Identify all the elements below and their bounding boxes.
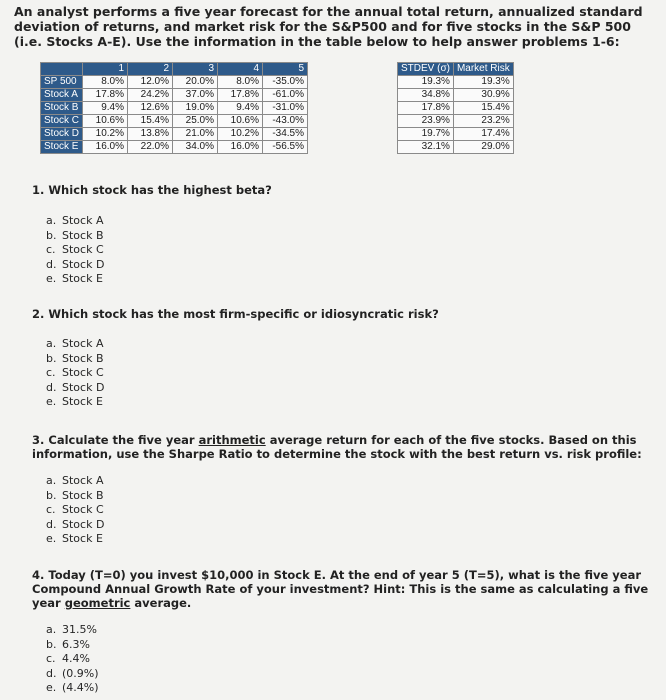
return-cell: 21.0% <box>173 128 218 141</box>
market-risk-cell: 19.3% <box>453 76 513 89</box>
year-header: 2 <box>128 63 173 76</box>
option-letter: b. <box>46 351 57 365</box>
answer-option[interactable] <box>46 366 104 381</box>
question-3-text-pre: 3. Calculate the five year <box>32 433 199 447</box>
table-row <box>41 102 308 115</box>
year-header: 4 <box>218 63 263 76</box>
stdev-cell: 23.9% <box>398 115 454 128</box>
year-header: 5 <box>263 63 308 76</box>
return-cell: 10.2% <box>83 128 128 141</box>
risk-header-row <box>398 63 514 76</box>
option-text: Stock C <box>62 243 104 256</box>
option-text: Stock C <box>62 503 104 516</box>
option-text: Stock D <box>62 517 105 531</box>
option-text: Stock D <box>62 257 105 271</box>
table-row <box>41 89 308 102</box>
option-text: Stock E <box>62 272 103 285</box>
option-text: Stock B <box>62 351 104 365</box>
stdev-cell: 19.7% <box>398 128 454 141</box>
intro-paragraph: An analyst performs a five year forecast for the annual total return, annualized standard deviation of returns, and market risk for the S&P500 and for five stocks in the S&P 500 (i.e. Stocks A-E). Use the information in the table below to help answer problems 1-6: <box>14 4 643 49</box>
option-text: 4.4% <box>62 652 90 665</box>
row-label: Stock D <box>41 128 83 141</box>
answer-option[interactable] <box>46 623 99 638</box>
market-risk-cell: 17.4% <box>453 128 513 141</box>
return-cell: -31.0% <box>263 102 308 115</box>
return-cell: 9.4% <box>218 102 263 115</box>
answer-option[interactable] <box>46 518 104 533</box>
return-cell: 34.0% <box>173 141 218 154</box>
question-1-options <box>46 214 104 287</box>
answer-option[interactable] <box>46 652 99 667</box>
option-letter: a. <box>46 623 57 636</box>
return-cell: -34.5% <box>263 128 308 141</box>
question-4 <box>32 568 652 610</box>
option-text: (0.9%) <box>62 666 99 680</box>
table-row <box>398 128 514 141</box>
option-text: Stock A <box>62 474 104 487</box>
answer-option[interactable] <box>46 489 104 504</box>
option-letter: b. <box>46 637 57 651</box>
option-text: Stock E <box>62 532 103 545</box>
return-cell: 22.0% <box>128 141 173 154</box>
question-4-text-post: average. <box>130 596 192 610</box>
table-row <box>398 76 514 89</box>
option-letter: c. <box>46 503 56 516</box>
return-cell: 10.2% <box>218 128 263 141</box>
option-text: Stock A <box>62 337 104 350</box>
table-row <box>41 128 308 141</box>
option-letter: c. <box>46 652 56 665</box>
option-text: Stock E <box>62 395 103 408</box>
return-cell: 15.4% <box>128 115 173 128</box>
return-cell: 13.8% <box>128 128 173 141</box>
table-row <box>398 89 514 102</box>
year-header: 3 <box>173 63 218 76</box>
return-cell: 9.4% <box>83 102 128 115</box>
return-cell: -35.0% <box>263 76 308 89</box>
option-text: (4.4%) <box>62 681 99 694</box>
market-risk-cell: 23.2% <box>453 115 513 128</box>
answer-option[interactable] <box>46 352 104 367</box>
option-letter: d. <box>46 257 57 271</box>
return-cell: 10.6% <box>218 115 263 128</box>
return-cell: 8.0% <box>83 76 128 89</box>
option-letter: a. <box>46 474 57 487</box>
option-letter: e. <box>46 395 57 408</box>
answer-option[interactable] <box>46 667 99 682</box>
option-letter: e. <box>46 681 57 694</box>
table-row <box>398 102 514 115</box>
stdev-cell: 32.1% <box>398 141 454 154</box>
option-letter: b. <box>46 488 57 502</box>
question-4-text-pre: 4. Today (T=0) you invest $10,000 in Stock E. At the end of year 5 (T=5), what is the five year Compound Annual Growth Rate of your investment? Hint: This is the same as calculating a five year <box>32 568 649 610</box>
return-cell: 37.0% <box>173 89 218 102</box>
stdev-cell: 17.8% <box>398 102 454 115</box>
table-row <box>398 115 514 128</box>
answer-option[interactable] <box>46 474 104 489</box>
answer-option[interactable] <box>46 381 104 396</box>
row-label: Stock B <box>41 102 83 115</box>
option-letter: d. <box>46 517 57 531</box>
market-risk-cell: 29.0% <box>453 141 513 154</box>
option-letter: d. <box>46 666 57 680</box>
return-cell: 24.2% <box>128 89 173 102</box>
returns-table <box>40 62 308 154</box>
return-cell: 16.0% <box>83 141 128 154</box>
option-text: 6.3% <box>62 637 90 651</box>
option-letter: c. <box>46 243 56 256</box>
market-risk-header: Market Risk <box>453 63 513 76</box>
option-letter: a. <box>46 337 57 350</box>
answer-option[interactable] <box>46 337 104 352</box>
answer-option[interactable] <box>46 229 104 244</box>
option-letter: a. <box>46 214 57 227</box>
risk-table <box>397 62 514 154</box>
return-cell: 10.6% <box>83 115 128 128</box>
question-3-text-post: average return for each of the five stocks. Based on this information, use the Sharpe Ratio to determine the stock with the best return vs. risk profile: <box>32 433 642 461</box>
market-risk-cell: 30.9% <box>453 89 513 102</box>
return-cell: -56.5% <box>263 141 308 154</box>
return-cell: -43.0% <box>263 115 308 128</box>
return-cell: 12.0% <box>128 76 173 89</box>
table-row <box>41 141 308 154</box>
option-letter: d. <box>46 380 57 394</box>
answer-option[interactable] <box>46 638 99 653</box>
table-row <box>41 76 308 89</box>
return-cell: 20.0% <box>173 76 218 89</box>
answer-option[interactable] <box>46 258 104 273</box>
option-text: 31.5% <box>62 623 97 636</box>
table-row <box>41 115 308 128</box>
option-text: Stock D <box>62 380 105 394</box>
answer-option[interactable] <box>46 532 104 547</box>
question-2: 2. Which stock has the most firm-specific or idiosyncratic risk? <box>32 307 439 321</box>
row-label: SP 500 <box>41 76 83 89</box>
option-letter: c. <box>46 366 56 379</box>
year-header-row <box>41 63 308 76</box>
question-3-underlined: arithmetic <box>198 433 266 447</box>
stdev-header: STDEV (σ) <box>398 63 454 76</box>
option-text: Stock B <box>62 488 104 502</box>
answer-option[interactable] <box>46 395 104 410</box>
row-label: Stock A <box>41 89 83 102</box>
option-text: Stock C <box>62 366 104 379</box>
return-cell: 8.0% <box>218 76 263 89</box>
return-cell: 16.0% <box>218 141 263 154</box>
question-4-options <box>46 623 99 696</box>
answer-option[interactable] <box>46 503 104 518</box>
row-label: Stock C <box>41 115 83 128</box>
row-label: Stock E <box>41 141 83 154</box>
year-header: 1 <box>83 63 128 76</box>
return-cell: 25.0% <box>173 115 218 128</box>
question-2-options <box>46 337 104 410</box>
answer-option[interactable] <box>46 243 104 258</box>
return-cell: 12.6% <box>128 102 173 115</box>
table-row <box>398 141 514 154</box>
return-cell: 17.8% <box>218 89 263 102</box>
corner-cell <box>41 63 83 76</box>
answer-option[interactable] <box>46 214 104 229</box>
question-3-options <box>46 474 104 547</box>
stdev-cell: 19.3% <box>398 76 454 89</box>
market-risk-cell: 15.4% <box>453 102 513 115</box>
option-letter: b. <box>46 228 57 242</box>
option-letter: e. <box>46 532 57 545</box>
option-text: Stock A <box>62 214 104 227</box>
question-3 <box>32 433 652 461</box>
question-4-underlined: geometric <box>64 596 131 610</box>
option-letter: e. <box>46 272 57 285</box>
option-text: Stock B <box>62 228 104 242</box>
question-1: 1. Which stock has the highest beta? <box>32 183 272 197</box>
answer-option[interactable] <box>46 681 99 696</box>
answer-option[interactable] <box>46 272 104 287</box>
return-cell: 17.8% <box>83 89 128 102</box>
return-cell: 19.0% <box>173 102 218 115</box>
return-cell: -61.0% <box>263 89 308 102</box>
stdev-cell: 34.8% <box>398 89 454 102</box>
